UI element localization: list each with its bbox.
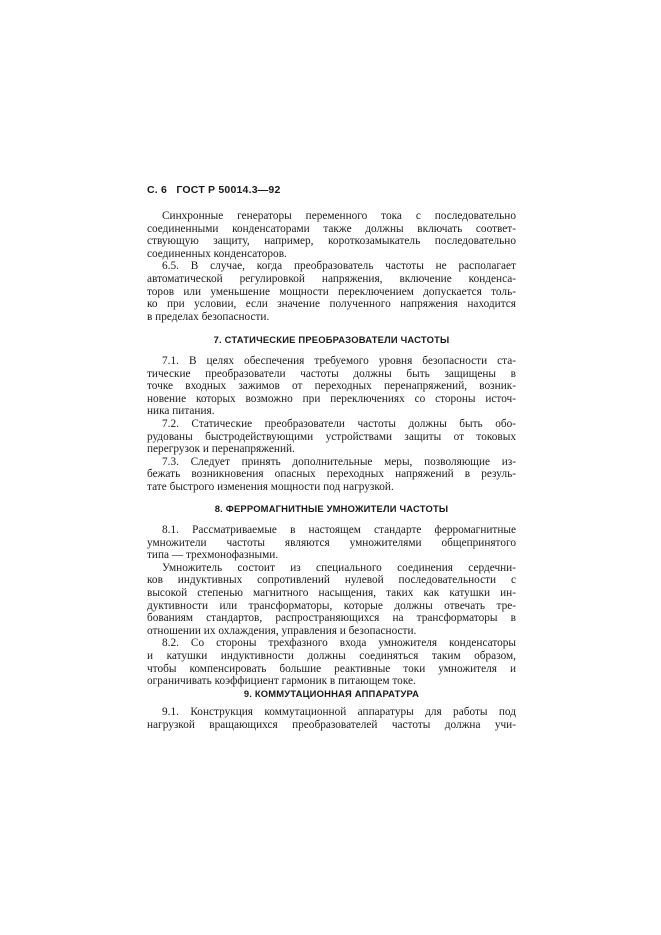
text-line: рудованы быстродействующими устройствами защиты от токовых xyxy=(147,430,516,443)
text-line: Синхронные генераторы переменного тока с последовательно xyxy=(162,210,516,222)
text-line: соединенными конденсаторами также должны включать соответ- xyxy=(147,222,516,235)
text-line: перегрузок и перенапряжений. xyxy=(147,443,295,456)
intro-block xyxy=(147,210,516,323)
text-line: в пределах безопасности. xyxy=(147,310,270,323)
text-line: высокой степенью магнитного насыщения, таких как катушки ин- xyxy=(147,586,516,599)
section-7-body xyxy=(147,355,516,494)
text-line: тате быстрого изменения мощности под нагрузкой. xyxy=(147,480,394,493)
text-line: 6.5. В случае, когда преобразователь частоты не располагает xyxy=(162,260,516,273)
text-line: 9.1. Конструкция коммутационной аппаратуры для работы под xyxy=(162,706,516,718)
text-line: ков индуктивных сопротивлений нулевой последовательности с xyxy=(147,574,516,587)
text-line: соединенных конденсаторов. xyxy=(147,247,287,260)
text-line: 8.1. Рассматриваемые в настоящем стандарте ферромагнитные xyxy=(162,524,516,536)
section-7-title: 7. СТАТИЧЕСКИЕ ПРЕОБРАЗОВАТЕЛИ ЧАСТОТЫ xyxy=(213,334,450,345)
text-line: типа — трехмонофазными. xyxy=(147,549,279,562)
text-line: дуктивности или трансформаторы, которые должны отвечать тре- xyxy=(147,599,516,612)
doc-code: ГОСТ Р 50014.3—92 xyxy=(176,184,281,196)
text-line: 8.2. Со стороны трехфазного входа умножителя конденсаторы xyxy=(162,637,516,650)
section-8-title: 8. ФЕРРОМАГНИТНЫЕ УМНОЖИТЕЛИ ЧАСТОТЫ xyxy=(214,503,449,514)
text-line: бежать возникновения опасных переходных напряжений в резуль- xyxy=(147,468,516,481)
text-line: нагрузкой вращающихся преобразователей частоты должна учи- xyxy=(147,718,516,731)
text-line: и катушки индуктивности должны соединяться таким образом, xyxy=(147,649,516,662)
page-label: С. 6 xyxy=(147,184,168,196)
text-line: Умножитель состоит из специального соединения сердечни- xyxy=(162,561,516,574)
text-line: отношении их охлаждения, управления и безопасности. xyxy=(147,624,417,637)
section-9-title: 9. КОММУТАЦИОННАЯ АППАРАТУРА xyxy=(243,688,420,699)
text-line: бованиям стандартов, распространяющихся на трансформаторы в xyxy=(147,612,516,625)
text-line: ко при условии, если значение полученного напряжения находится xyxy=(147,298,516,311)
section-9-body xyxy=(147,706,516,731)
text-line: 7.2. Статические преобразователи частоты должны быть обо- xyxy=(162,417,516,430)
text-line: тические преобразователи частоты должны быть защищены в xyxy=(147,367,516,380)
text-line: 7.1. В целях обеспечения требуемого уровня безопасности ста- xyxy=(162,355,516,367)
text-line: торов или уменьшение мощности переключением допускается толь- xyxy=(147,285,516,298)
text-line: ника питания. xyxy=(147,405,215,418)
text-line: автоматической регулировкой напряжения, включение конденса- xyxy=(147,272,516,285)
text-line: точке входных зажимов от переходных перенапряжений, возник- xyxy=(147,380,516,393)
page-header xyxy=(147,184,281,196)
section-8-body xyxy=(147,524,516,688)
text-line: ограничивать коэффициент гармоник в питающем токе. xyxy=(147,675,416,688)
text-line: чтобы компенсировать большие реактивные токи умножителя и xyxy=(147,662,516,675)
text-line: умножители частоты являются умножителями общепринятого xyxy=(147,536,516,549)
text-line: ствующую защиту, например, короткозамыкатель последовательно xyxy=(147,235,516,248)
text-line: 7.3. Следует принять дополнительные меры, позволяющие из- xyxy=(162,455,516,468)
text-line: новение которых возможно при переключениях со стороны источ- xyxy=(147,392,516,405)
